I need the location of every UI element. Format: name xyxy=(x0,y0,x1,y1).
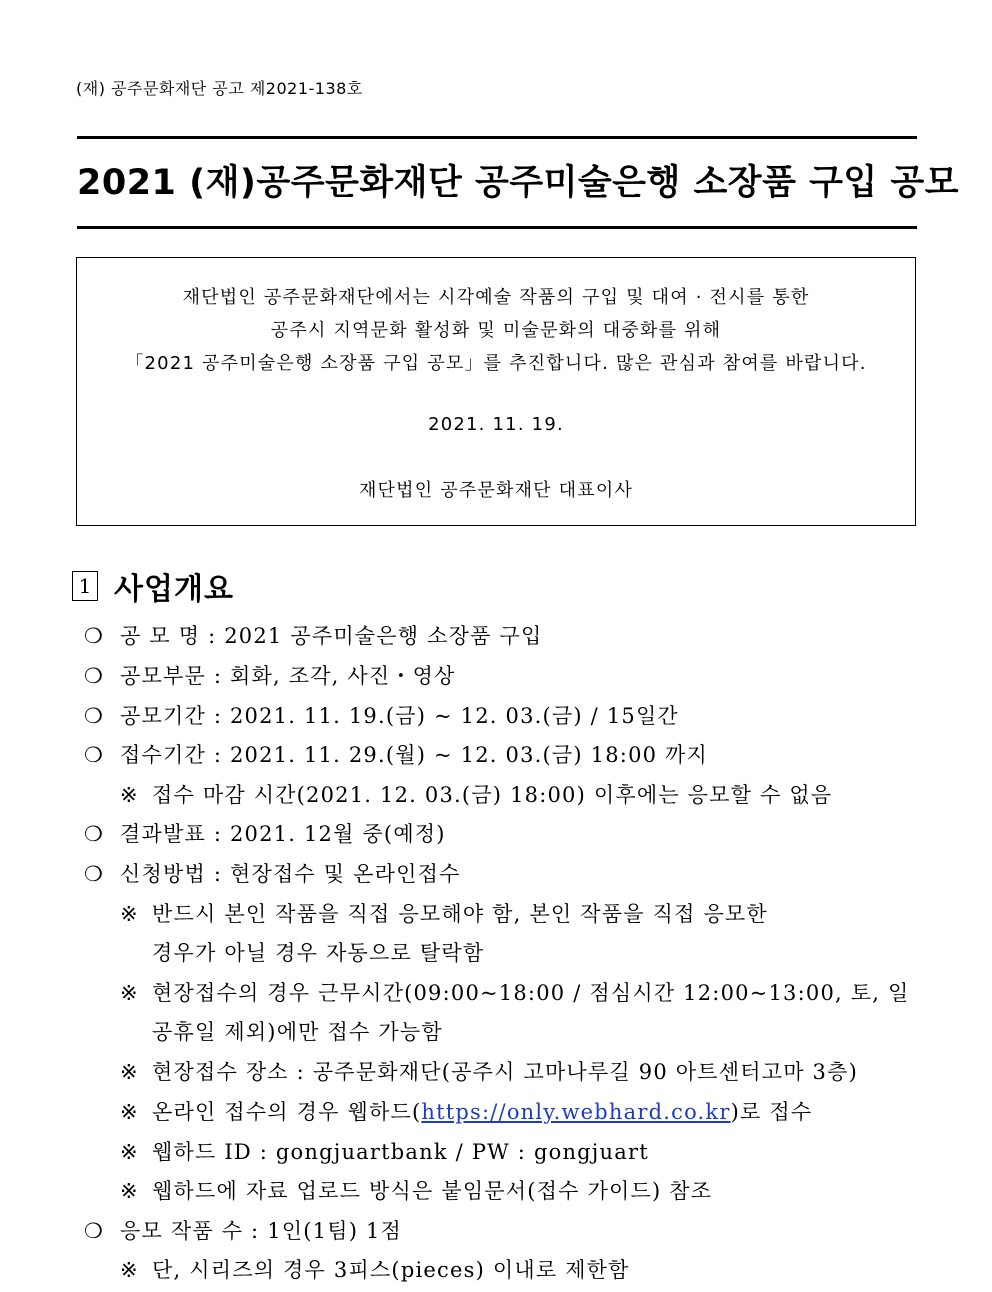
title-bottom-rule xyxy=(77,226,917,229)
reference-mark-icon: ※ xyxy=(120,783,139,807)
item-entry-count xyxy=(84,1215,402,1245)
note-text-before-link: 온라인 접수의 경우 웹하드( xyxy=(152,1100,422,1124)
note-own-work xyxy=(120,898,768,928)
circle-bullet-icon: ❍ xyxy=(84,624,105,648)
item-category xyxy=(84,660,456,690)
note-office-hours-continued: 공휴일 제외)에만 접수 가능함 xyxy=(152,1020,443,1044)
note-series-limit xyxy=(120,1254,630,1284)
title-top-rule xyxy=(77,136,917,139)
note-webhard-credentials xyxy=(120,1136,649,1166)
note-text: 접수 마감 시간(2021. 12. 03.(금) 18:00) 이후에는 응모할 수 없음 xyxy=(152,783,833,807)
circle-bullet-icon: ❍ xyxy=(84,704,105,728)
circle-bullet-icon: ❍ xyxy=(84,1219,105,1243)
intro-line-2: 공주시 지역문화 활성화 및 미술문화의 대중화를 위해 xyxy=(270,320,722,341)
intro-box xyxy=(76,257,916,526)
reference-mark-icon: ※ xyxy=(120,1140,139,1164)
note-online-intake xyxy=(120,1096,812,1126)
item-contest-name xyxy=(84,620,542,650)
item-text: 응모 작품 수 : 1인(1팀) 1점 xyxy=(120,1219,403,1243)
reference-mark-icon: ※ xyxy=(120,1100,139,1124)
note-intake-deadline xyxy=(120,779,832,809)
intro-line-1: 재단법인 공주문화재단에서는 시각예술 작품의 구입 및 대여 · 전시를 통한 xyxy=(182,287,810,308)
signature: 재단법인 공주문화재단 대표이사 xyxy=(358,480,634,501)
note-text: 웹하드에 자료 업로드 방식은 붙임문서(접수 가이드) 참조 xyxy=(152,1179,713,1203)
section-heading xyxy=(72,566,234,606)
note-intake-location xyxy=(120,1056,858,1086)
item-period xyxy=(84,700,679,730)
note-text: 현장접수의 경우 근무시간(09:00~18:00 / 점심시간 12:00~13:00, 토, 일 xyxy=(152,981,910,1005)
item-text: 공모부문 : 회화, 조각, 사진・영상 xyxy=(120,664,456,688)
reference-mark-icon: ※ xyxy=(120,902,139,926)
reference-mark-icon: ※ xyxy=(120,1179,139,1203)
item-text: 접수기간 : 2021. 11. 29.(월) ~ 12. 03.(금) 18:00 까지 xyxy=(120,743,709,767)
circle-bullet-icon: ❍ xyxy=(84,664,105,688)
document-title: 2021 (재)공주문화재단 공주미술은행 소장품 구입 공모 xyxy=(77,163,960,203)
note-text: 단, 시리즈의 경우 3피스(pieces) 이내로 제한함 xyxy=(152,1258,630,1282)
item-text: 공모기간 : 2021. 11. 19.(금) ~ 12. 03.(금) / 15일간 xyxy=(120,704,679,728)
item-method xyxy=(84,858,461,888)
reference-mark-icon: ※ xyxy=(120,1060,139,1084)
note-upload-guide xyxy=(120,1175,712,1205)
circle-bullet-icon: ❍ xyxy=(84,822,105,846)
item-result xyxy=(84,818,446,848)
announcement-date: 2021. 11. 19. xyxy=(428,414,564,435)
note-text: 현장접수 장소 : 공주문화재단(공주시 고마나루길 90 아트센터고마 3층) xyxy=(152,1060,858,1084)
circle-bullet-icon: ❍ xyxy=(84,862,105,886)
webhard-link[interactable]: https://only.webhard.co.kr xyxy=(421,1100,731,1124)
section-title: 사업개요 xyxy=(114,572,234,607)
note-text: 반드시 본인 작품을 직접 응모해야 함, 본인 작품을 직접 응모한 xyxy=(152,902,768,926)
item-intake-period xyxy=(84,739,708,769)
note-text-after-link: )로 접수 xyxy=(730,1100,813,1124)
note-office-hours xyxy=(120,977,909,1007)
section-number: 1 xyxy=(72,571,98,601)
reference-mark-icon: ※ xyxy=(120,1258,139,1282)
item-text: 신청방법 : 현장접수 및 온라인접수 xyxy=(120,862,461,886)
note-text: 웹하드 ID : gongjuartbank / PW : gongjuart xyxy=(152,1140,649,1164)
intro-line-3: 「2021 공주미술은행 소장품 구입 공모」를 추진합니다. 많은 관심과 참여를 바랍니다. xyxy=(125,353,867,374)
reference-mark-icon: ※ xyxy=(120,981,139,1005)
notice-number: (재) 공주문화재단 공고 제2021-138호 xyxy=(76,79,363,98)
note-own-work-continued: 경우가 아닐 경우 자동으로 탈락함 xyxy=(152,941,485,965)
item-text: 공 모 명 : 2021 공주미술은행 소장품 구입 xyxy=(120,624,543,648)
circle-bullet-icon: ❍ xyxy=(84,743,105,767)
item-text: 결과발표 : 2021. 12월 중(예정) xyxy=(120,822,446,846)
